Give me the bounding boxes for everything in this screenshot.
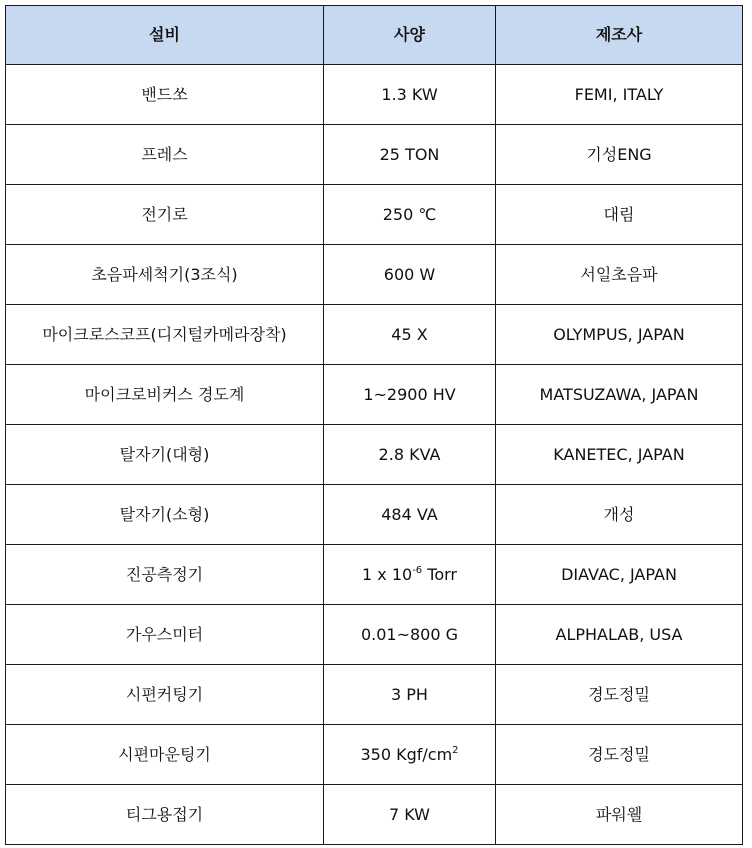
cell-equipment: 진공측정기 [6,545,324,605]
table-row [6,725,743,785]
cell-equipment: 티그용접기 [6,785,324,845]
cell-maker: FEMI, ITALY [496,65,743,125]
equipment-table [5,5,743,845]
cell-spec: 250 ℃ [324,185,496,245]
header-row [6,6,743,65]
table-row [6,185,743,245]
table-body [6,65,743,845]
cell-maker: 서일초음파 [496,245,743,305]
cell-maker: 파워웰 [496,785,743,845]
cell-spec: 1~2900 HV [324,365,496,425]
cell-equipment: 프레스 [6,125,324,185]
cell-maker: 기성ENG [496,125,743,185]
cell-spec: 7 KW [324,785,496,845]
table-row [6,125,743,185]
cell-equipment: 가우스미터 [6,605,324,665]
table-row [6,485,743,545]
cell-spec [324,545,496,605]
cell-maker: KANETEC, JAPAN [496,425,743,485]
cell-spec: 1.3 KW [324,65,496,125]
header-equipment: 설비 [6,6,324,65]
cell-equipment: 초음파세척기(3조식) [6,245,324,305]
spec-base: 1 x 10 [362,564,413,584]
header-spec: 사양 [324,6,496,65]
cell-equipment: 밴드쏘 [6,65,324,125]
header-maker: 제조사 [496,6,743,65]
cell-spec: 0.01~800 G [324,605,496,665]
cell-spec: 2.8 KVA [324,425,496,485]
table-row [6,65,743,125]
cell-maker: 대림 [496,185,743,245]
cell-maker: OLYMPUS, JAPAN [496,305,743,365]
cell-maker: 개성 [496,485,743,545]
cell-spec: 3 PH [324,665,496,725]
cell-maker: 경도정밀 [496,665,743,725]
cell-maker: ALPHALAB, USA [496,605,743,665]
table-row [6,545,743,605]
cell-maker: DIAVAC, JAPAN [496,545,743,605]
cell-spec: 25 TON [324,125,496,185]
table-row [6,785,743,845]
spec-exponent: 2 [452,744,459,756]
cell-equipment: 마이크로비커스 경도계 [6,365,324,425]
spec-exponent: -6 [412,564,423,576]
table-row [6,605,743,665]
cell-maker: 경도정밀 [496,725,743,785]
cell-equipment: 탈자기(대형) [6,425,324,485]
table-row [6,665,743,725]
cell-spec: 600 W [324,245,496,305]
cell-equipment: 전기로 [6,185,324,245]
table-row [6,365,743,425]
cell-equipment: 시편커팅기 [6,665,324,725]
cell-spec [324,725,496,785]
table-row [6,245,743,305]
cell-equipment: 마이크로스코프(디지털카메라장착) [6,305,324,365]
spec-unit: Torr [422,564,457,584]
cell-equipment: 시편마운팅기 [6,725,324,785]
spec-base: 350 Kgf/cm [360,744,453,764]
equipment-table-container [5,5,743,845]
cell-spec: 45 X [324,305,496,365]
cell-spec: 484 VA [324,485,496,545]
table-row [6,305,743,365]
cell-maker: MATSUZAWA, JAPAN [496,365,743,425]
cell-equipment: 탈자기(소형) [6,485,324,545]
table-row [6,425,743,485]
table-header [6,6,743,65]
